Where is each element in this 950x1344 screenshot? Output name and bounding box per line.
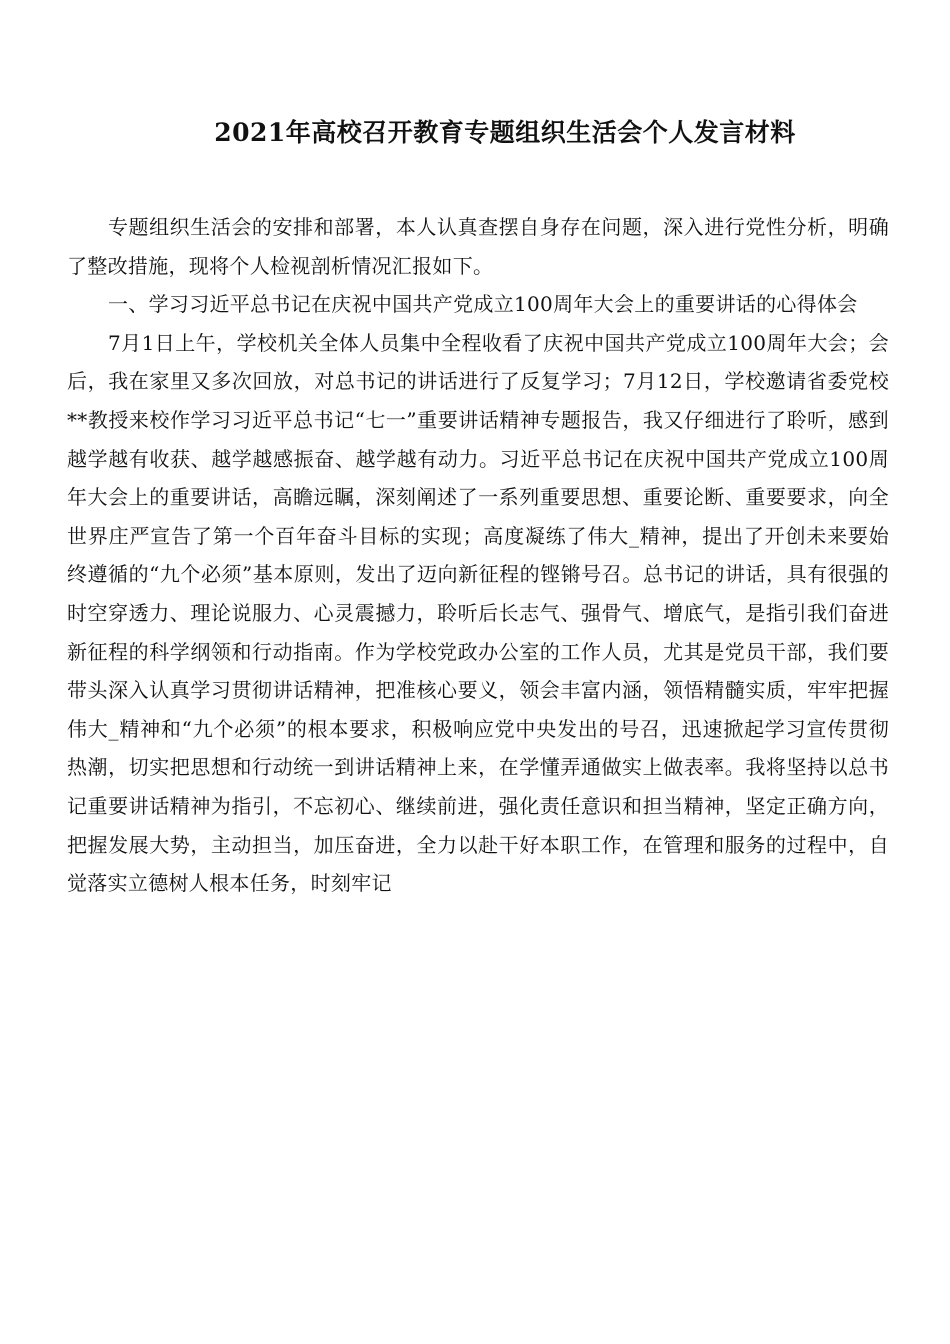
section-heading-1: 一、学习习近平总书记在庆祝中国共产党成立100周年大会上的重要讲话的心得体会: [108, 292, 858, 317]
paragraph-main: 7月1日上午，学校机关全体人员集中全程收看了庆祝中国共产党成立100周年大会；会后，我在家里又多次回放，对总书记的讲话进行了反复学习；7月12日，学校邀请省委党校**教授来校作学习习近平总书记“七一”重要讲话精神专题报告，我又仔细进行了聆听，感到越学越有收获、越学越感振奋、越学越有动力。习近平总书记在庆祝中国共产党成立100周年大会上的重要讲话，高瞻远瞩，深刻阐述了一系列重要思想、重要论断、重要要求，向全世界庄严宣告了第一个百年奋斗目标的实现；高度凝练了伟大_精神，提出了开创未来要始终遵循的“九个必须”基本原则，发出了迈向新征程的铿锵号召。总书记的讲话，具有很强的时空穿透力、理论说服力、心灵震撼力，聆听后长志气、强骨气、增底气，是指引我们奋进新征程的科学纲领和行动指南。作为学校党政办公室的工作人员，尤其是党员干部，我们要带头深入认真学习贯彻讲话精神，把准核心要义，领会丰富内涵，领悟精髓实质，牢牢把握伟大_精神和“九个必须”的根本要求，积极响应党中央发出的号召，迅速掀起学习宣传贯彻热潮，切实把思想和行动统一到讲话精神上来，在学懂弄通做实上做表率。我将坚持以总书记重要讲话精神为指引，不忘初心、继续前进，强化责任意识和担当精神，坚定正确方向，把握发展大势，主动担当，加压奋进，全力以赴干好本职工作，在管理和服务的过程中，自觉落实立德树人根本任务，时刻牢记: [67, 330, 889, 896]
document-title: 2021年高校召开教育专题组织生活会个人发言材料: [214, 117, 796, 147]
paragraph-intro: 专题组织生活会的安排和部署，本人认真查摆自身存在问题，深入进行党性分析，明确了整改措施，现将个人检视剖析情况汇报如下。: [67, 215, 889, 278]
document-body: [67, 208, 889, 903]
